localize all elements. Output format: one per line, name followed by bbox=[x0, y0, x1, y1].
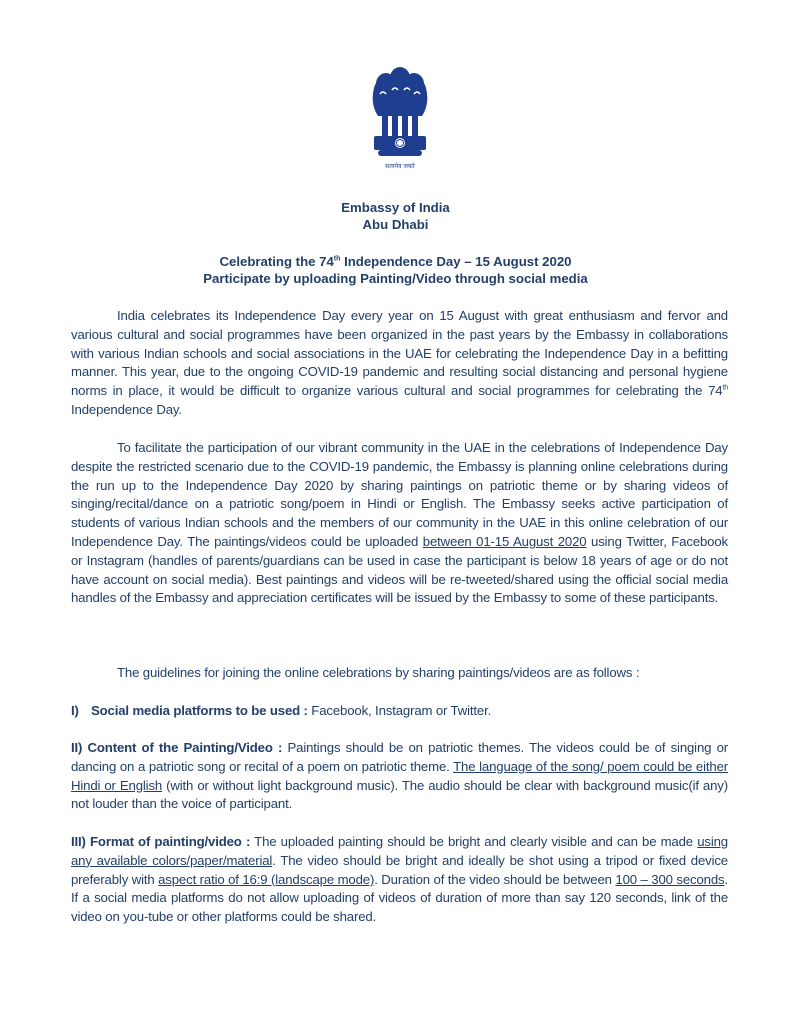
svg-text:सत्यमेव जयते: सत्यमेव जयते bbox=[385, 163, 415, 170]
title-line-2: Participate by uploading Painting/Video through social media bbox=[203, 271, 588, 286]
title-line-1: Celebrating the 74th Independence Day – 15 August 2020 bbox=[219, 254, 572, 269]
embassy-city: Abu Dhabi bbox=[362, 217, 429, 232]
participation-paragraph: To facilitate the participation of our vibrant community in the UAE in the celebrations of Independence Day despite the restricted scenario due to the COVID-19 pandemic, the Embassy is planning online celebrations during the run up to the Independence Day 2020 by sharing paintings on patriotic theme or by sharing videos of singing/recital/dance on a patriotic song/poem in Hindi or English. The Embassy seeks active participation of students of various Indian schools and the members of our community in the UAE in this online celebration of our Independence Day. The paintings/videos could be uploaded between 01-15 August 2020 using Twitter, Facebook or Instagram (handles of parents/guardians can be used in case the participant is below 18 years of age or do not have account on social media). Best paintings and videos will be re-tweeted/shared using the official social media handles of the Embassy and appreciation certificates will be issued by the Embassy to some of these participants. bbox=[71, 440, 728, 606]
guideline-content: II) Content of the Painting/Video : Paintings should be on patriotic themes. The videos could be of singing or dancing on a patriotic song or recital of a poem on patriotic theme. The language of the song/ poem could be either Hindi or English (with or without light background music). The audio should be clear with background music(if any) not louder than the voice of participant. bbox=[71, 740, 729, 812]
document-title bbox=[0, 253, 791, 287]
guidelines-intro: The guidelines for joining the online celebrations by sharing paintings/videos are as follows : bbox=[117, 665, 640, 680]
guideline-platforms: I) Social media platforms to be used : Facebook, Instagram or Twitter. bbox=[71, 703, 492, 718]
national-emblem-icon bbox=[364, 64, 436, 174]
embassy-header bbox=[0, 199, 791, 233]
guideline-format: III) Format of painting/video : The uploaded painting should be bright and clearly visible and can be made using any available colors/paper/material. The video should be bright and ideally be shot using a tripod or fixed device preferably with aspect ratio of 16:9 (landscape mode). Duration of the video should be between 100 – 300 seconds. If a social media platforms do not allow uploading of videos of duration of more than say 120 seconds, link of the video on you-tube or other platforms could be shared. bbox=[71, 834, 728, 925]
upload-dates: between 01-15 August 2020 bbox=[422, 533, 587, 549]
embassy-name: Embassy of India bbox=[341, 200, 450, 215]
intro-paragraph: India celebrates its Independence Day every year on 15 August with great enthusiasm and fervor and various cultural and social programmes have been organized in the past years by the Embassy in collaborations with various Indian schools and social associations in the UAE for celebrating the Independence Day in a befitting manner. This year, due to the ongoing COVID-19 pandemic and resulting social distancing and personal hygiene norms in place, it would be difficult to organize various cultural and social programmes for celebrating the 74th Independence Day. bbox=[71, 308, 728, 417]
